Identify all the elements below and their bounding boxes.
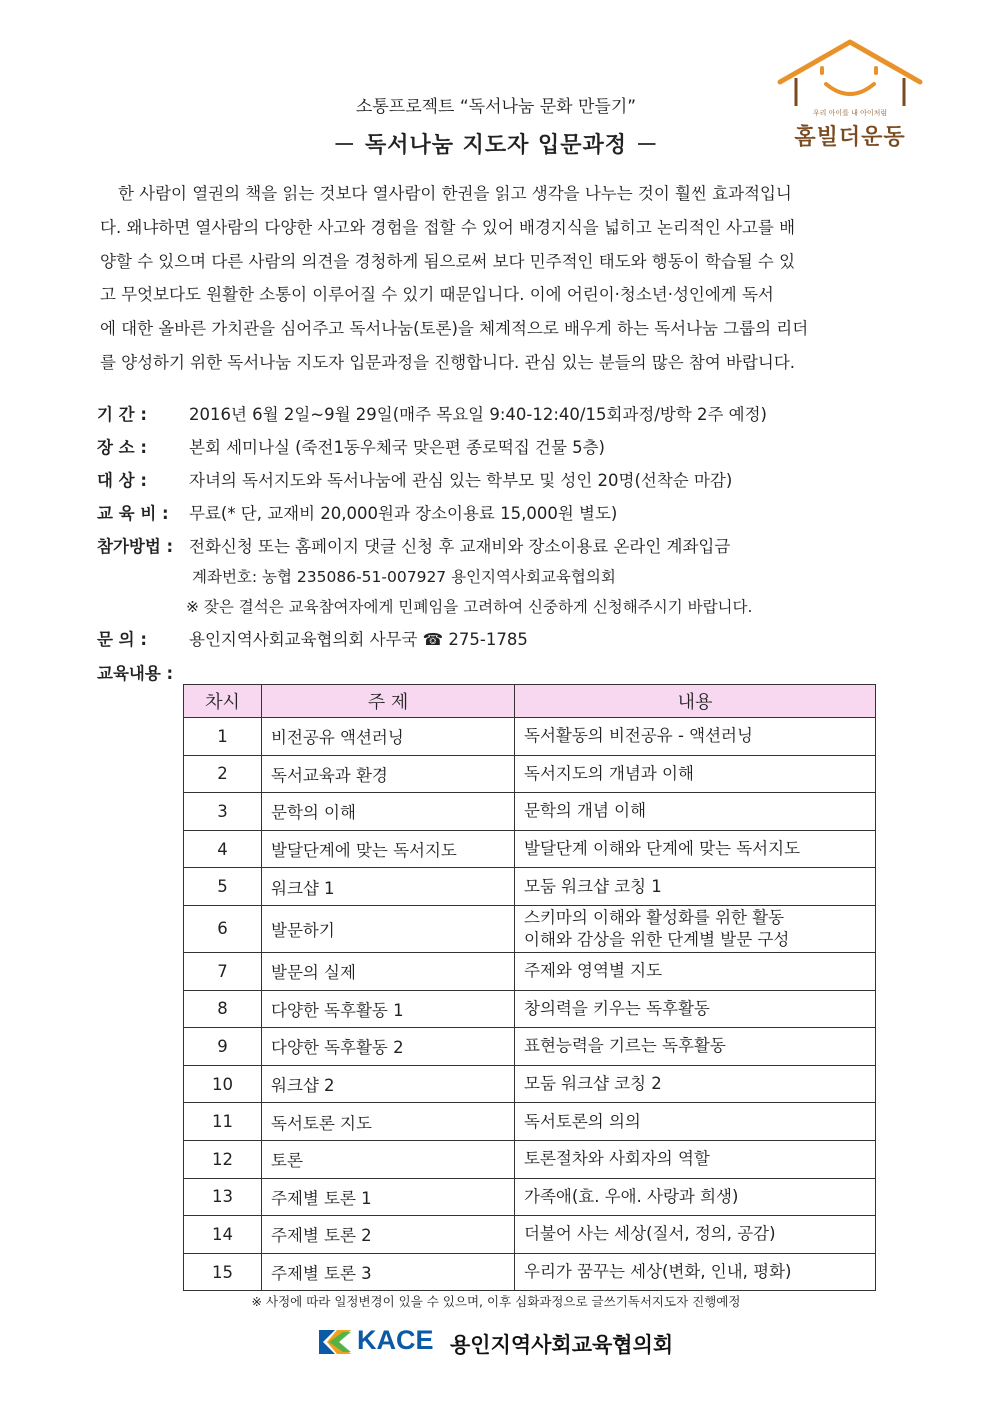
session-number: 10 <box>184 1065 262 1103</box>
session-topic: 토론 <box>262 1140 515 1178</box>
session-number: 12 <box>184 1140 262 1178</box>
info-label: 참가방법 : <box>97 537 174 556</box>
intro-line: 다. 왜냐하면 열사람의 다양한 사고와 경험을 접할 수 있어 배경지식을 넓히고 논리적인 사고를 배 <box>100 217 796 237</box>
table-row <box>184 755 876 793</box>
info-value: 전화신청 또는 홈페이지 댓글 신청 후 교재비와 장소이용료 온라인 계좌입금 <box>189 537 731 556</box>
session-content: 우리가 꿈꾸는 세상(변화, 인내, 평화) <box>515 1253 876 1291</box>
session-content: 가족애(효. 우애. 사랑과 희생) <box>515 1178 876 1216</box>
account-number: 계좌번호: 농협 235086-51-007927 용인지역사회교육협의회 <box>192 568 616 586</box>
info-value: 무료(* 단, 교재비 20,000원과 장소이용료 15,000원 별도) <box>189 504 618 523</box>
intro-line: 한 사람이 열권의 책을 읽는 것보다 열사람이 한권을 읽고 생각을 나누는 것이 훨씬 효과적입니 <box>118 184 792 203</box>
intro-line: 고 무엇보다도 원활한 소통이 이루어질 수 있기 때문입니다. 이에 어린이·청소년·성인에게 독서 <box>100 285 774 305</box>
session-number: 14 <box>184 1216 262 1254</box>
session-content: 문학의 개념 이해 <box>515 793 876 831</box>
info-contact <box>97 626 528 650</box>
session-number: 4 <box>184 830 262 868</box>
table-row <box>184 1065 876 1103</box>
info-period <box>97 401 767 425</box>
session-content: 독서활동의 비전공유 - 액션러닝 <box>515 718 876 756</box>
session-content: 발달단계 이해와 단계에 맞는 독서지도 <box>515 830 876 868</box>
table-row <box>184 905 876 952</box>
session-number: 13 <box>184 1178 262 1216</box>
intro-paragraph <box>100 177 915 380</box>
table-row <box>184 1140 876 1178</box>
info-method <box>97 533 730 557</box>
info-label: 문 의 : <box>97 630 147 649</box>
intro-line: 양할 수 있으며 다른 사람의 의견을 경청하게 됨으로써 보다 민주적인 태도와 행동이 학습될 수 있 <box>100 251 796 271</box>
session-number: 5 <box>184 868 262 906</box>
kace-wordmark: KACE <box>357 1325 434 1355</box>
table-row <box>184 1028 876 1066</box>
session-topic: 다양한 독후활동 2 <box>262 1028 515 1066</box>
column-header-session: 차시 <box>184 685 262 718</box>
session-topic: 독서교육과 환경 <box>262 755 515 793</box>
info-value: 본회 세미나실 (죽전1동우체국 맞은편 종로떡집 건물 5층) <box>189 438 605 457</box>
logo-name: 홈빌더운동 <box>794 125 906 150</box>
session-number: 6 <box>184 905 262 952</box>
session-content-line: 이해와 감상을 위한 단계별 발문 구성 <box>524 929 790 949</box>
session-number: 1 <box>184 718 262 756</box>
table-row <box>184 952 876 990</box>
info-label: 장 소 : <box>97 438 147 457</box>
kace-emblem-icon <box>315 1324 355 1360</box>
session-topic: 발달단계에 맞는 독서지도 <box>262 830 515 868</box>
session-topic: 독서토론 지도 <box>262 1103 515 1141</box>
session-number: 15 <box>184 1253 262 1291</box>
session-content: 창의력을 키우는 독후활동 <box>515 990 876 1028</box>
info-target <box>97 467 732 491</box>
session-content: 토론절차와 사회자의 역할 <box>515 1140 876 1178</box>
session-number: 8 <box>184 990 262 1028</box>
table-row <box>184 793 876 831</box>
session-topic: 발문하기 <box>262 905 515 952</box>
info-value: 2016년 6월 2일~9월 29일(매주 목요일 9:40-12:40/15회과정/방학 2주 예정) <box>189 405 767 424</box>
session-number: 3 <box>184 793 262 831</box>
table-row <box>184 990 876 1028</box>
session-topic: 주제별 토론 2 <box>262 1216 515 1254</box>
session-content: 독서지도의 개념과 이해 <box>515 755 876 793</box>
session-topic: 비전공유 액션러닝 <box>262 718 515 756</box>
info-label: 대 상 : <box>97 471 147 490</box>
page-subtitle: 소통프로젝트 “독서나눔 문화 만들기” <box>355 97 637 117</box>
table-row <box>184 1178 876 1216</box>
info-label: 기 간 : <box>97 405 147 424</box>
table-row <box>184 1216 876 1254</box>
column-header-content: 내용 <box>515 685 876 718</box>
logo-tagline: 우리 아이를 내 아이처럼 <box>812 109 888 117</box>
table-row <box>184 718 876 756</box>
session-number: 11 <box>184 1103 262 1141</box>
intro-line: 를 양성하기 위한 독서나눔 지도자 입문과정을 진행합니다. 관심 있는 분들의 많은 참여 바랍니다. <box>100 352 796 372</box>
info-fee <box>97 500 617 524</box>
absence-note: ※ 잦은 결석은 교육참여자에게 민폐임을 고려하여 신중하게 신청해주시기 바랍니다. <box>186 598 753 616</box>
column-header-topic: 주 제 <box>262 685 515 718</box>
footer-organization: 용인지역사회교육협의회 <box>450 1333 674 1357</box>
session-number: 2 <box>184 755 262 793</box>
session-content: 모둠 워크샵 코칭 1 <box>515 868 876 906</box>
session-topic: 주제별 토론 3 <box>262 1253 515 1291</box>
session-topic: 워크샵 2 <box>262 1065 515 1103</box>
session-topic: 워크샵 1 <box>262 868 515 906</box>
info-content-label <box>97 660 189 684</box>
table-row <box>184 830 876 868</box>
session-topic: 주제별 토론 1 <box>262 1178 515 1216</box>
session-number: 7 <box>184 952 262 990</box>
session-topic: 다양한 독후활동 1 <box>262 990 515 1028</box>
session-number: 9 <box>184 1028 262 1066</box>
kace-footer-logo <box>315 1324 695 1360</box>
table-header-row <box>184 685 876 718</box>
intro-line: 에 대한 올바른 가치관을 심어주고 독서나눔(토론)을 체계적으로 배우게 하는 독서나눔 그룹의 리더 <box>100 319 809 339</box>
session-content: 주제와 영역별 지도 <box>515 952 876 990</box>
table-row <box>184 1253 876 1291</box>
session-content: 모둠 워크샵 코칭 2 <box>515 1065 876 1103</box>
session-content-line: 스키마의 이해와 활성화를 위한 활동 <box>524 907 785 927</box>
session-topic: 발문의 실제 <box>262 952 515 990</box>
info-place <box>97 434 605 458</box>
table-row <box>184 868 876 906</box>
info-value: 자녀의 독서지도와 독서나눔에 관심 있는 학부모 및 성인 20명(선착순 마감) <box>189 471 733 490</box>
schedule-footnote: ※ 사정에 따라 일정변경이 있을 수 있으며, 이후 심화과정으로 글쓰기독서지도자 진행예정 <box>251 1294 741 1309</box>
info-label: 교육내용 : <box>97 664 174 683</box>
session-content: 더불어 사는 세상(질서, 정의, 공감) <box>515 1216 876 1254</box>
info-label: 교 육 비 : <box>97 504 169 523</box>
page-title: － 독서나눔 지도자 입문과정 － <box>333 133 659 158</box>
info-value: 용인지역사회교육협의회 사무국 ☎ 275-1785 <box>189 630 528 649</box>
session-content: 표현능력을 기르는 독후활동 <box>515 1028 876 1066</box>
session-content: 독서토론의 의의 <box>515 1103 876 1141</box>
table-row <box>184 1103 876 1141</box>
session-topic: 문학의 이해 <box>262 793 515 831</box>
session-content <box>515 905 876 952</box>
curriculum-table <box>183 684 876 1291</box>
